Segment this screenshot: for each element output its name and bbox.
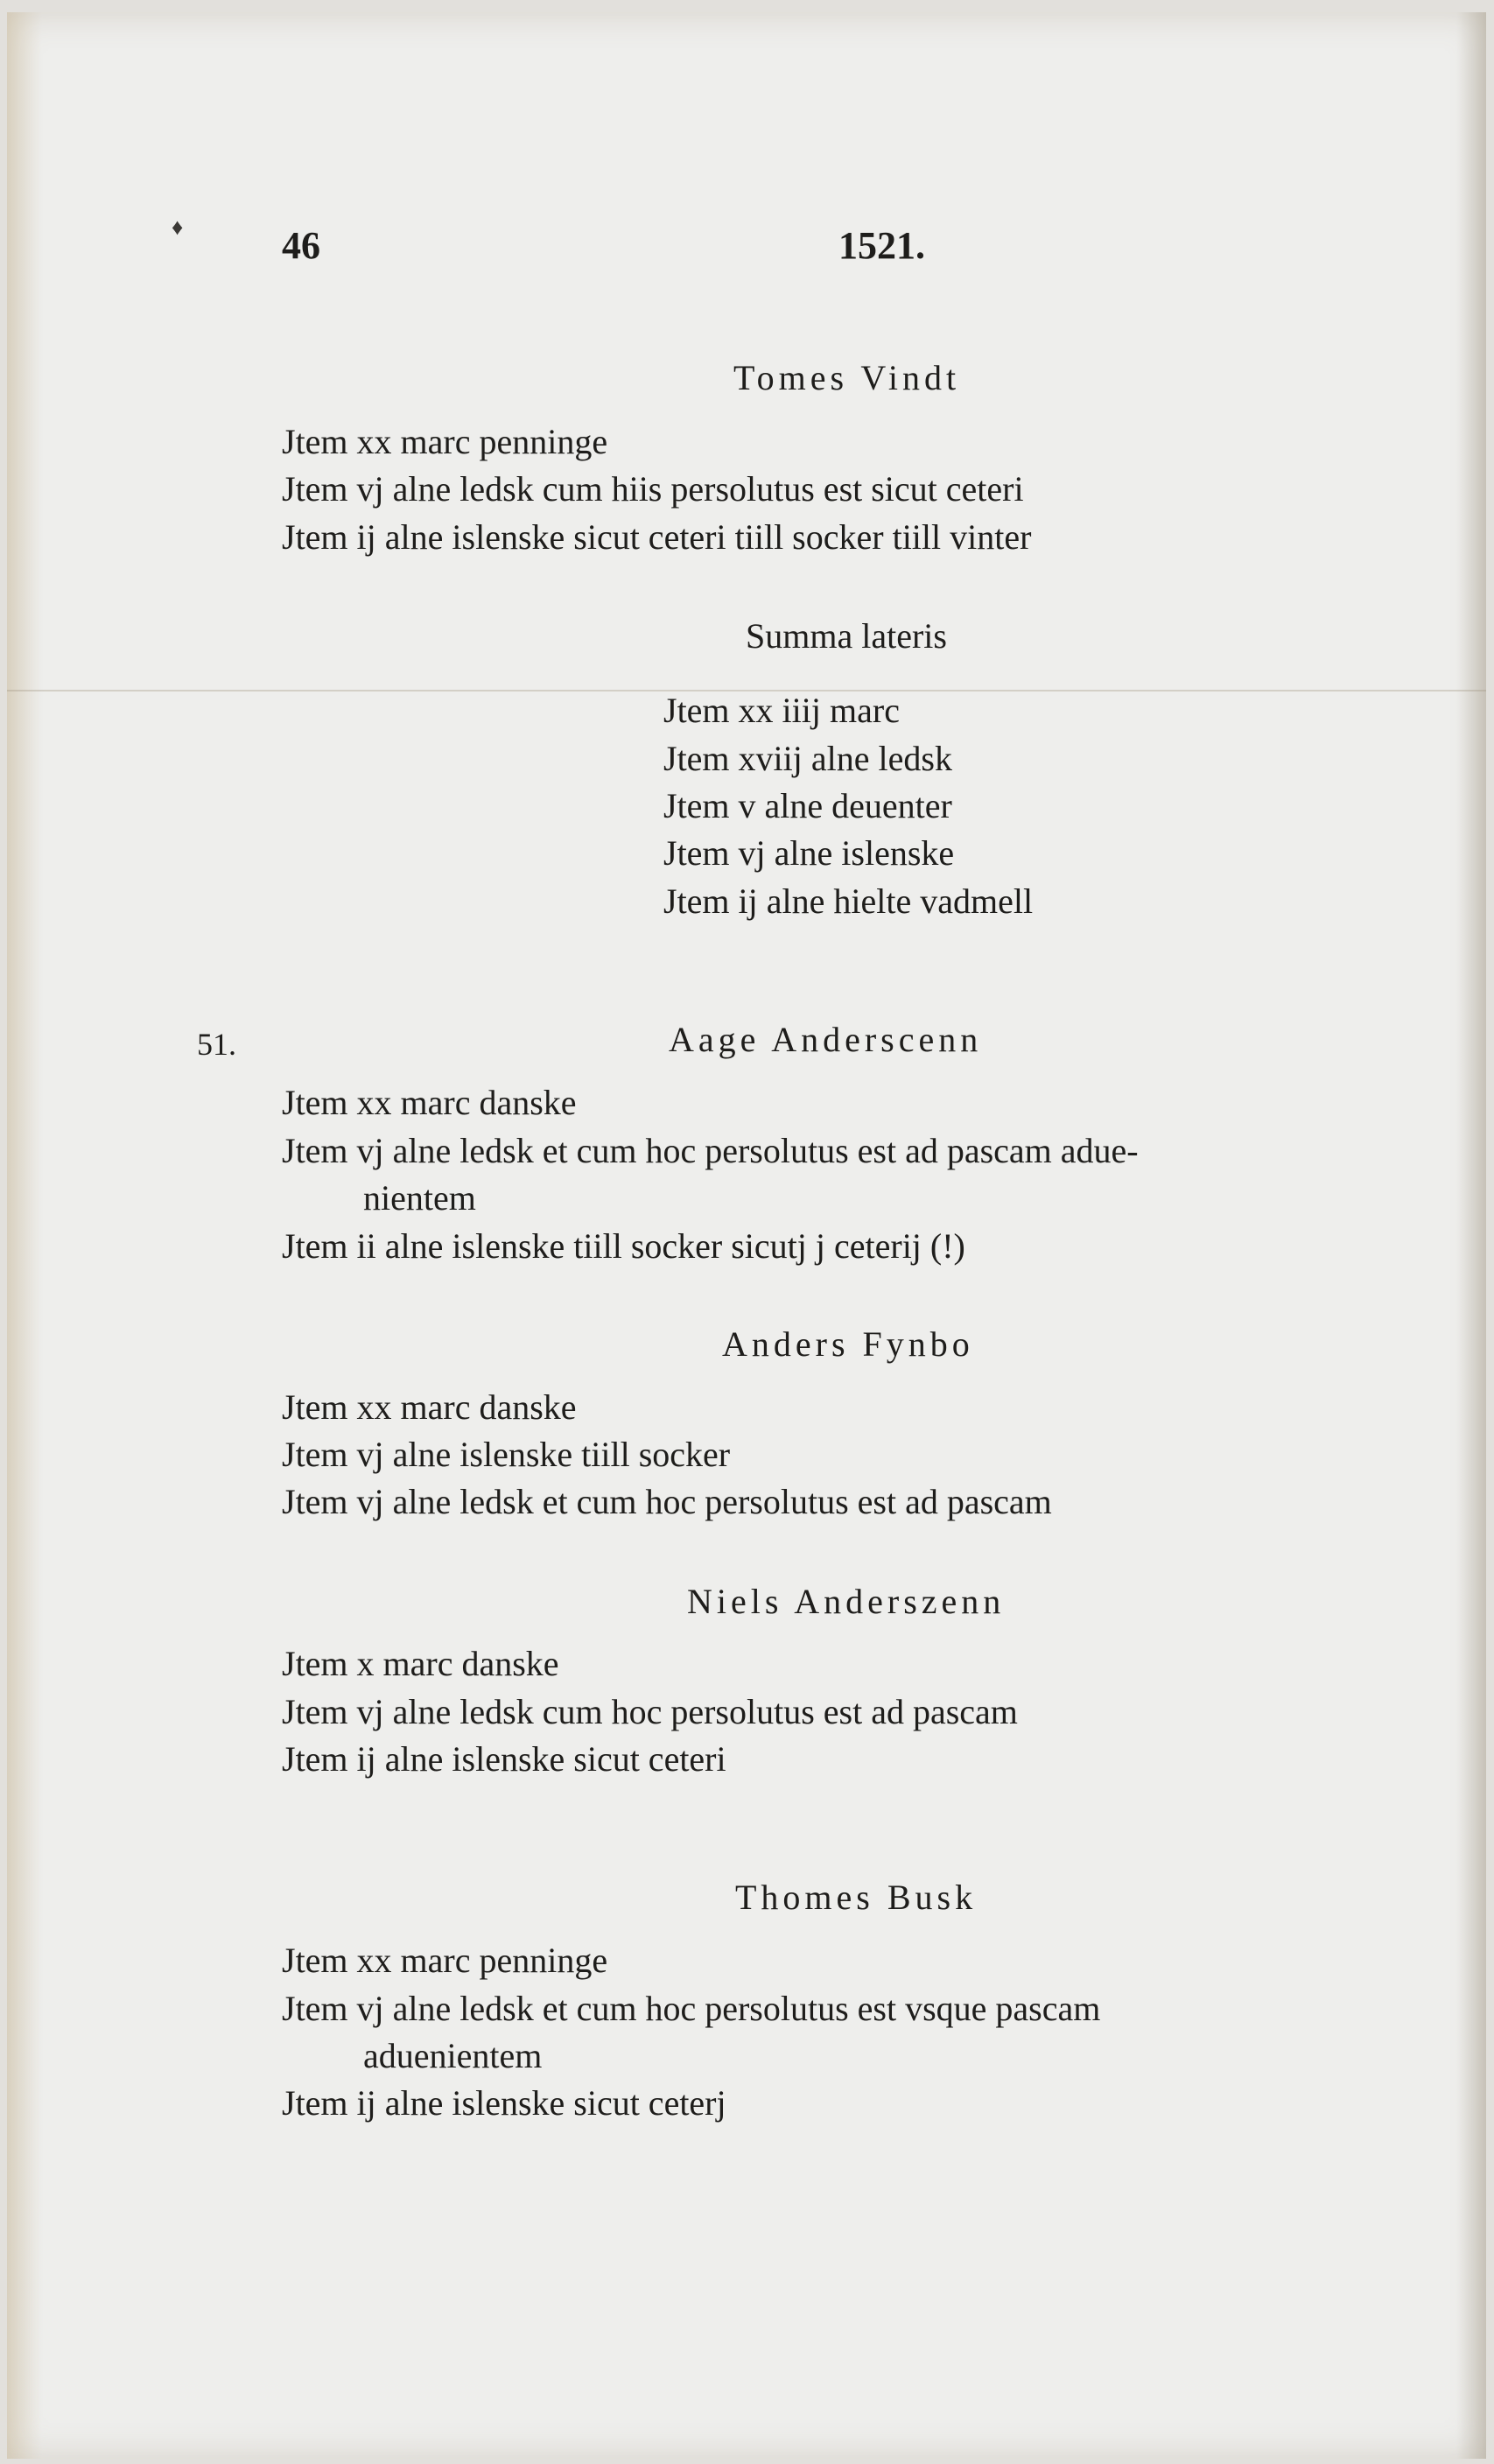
summa-line: Jtem xviij alne ledsk — [663, 739, 952, 778]
summa-heading: Summa lateris — [746, 616, 947, 656]
page-year: 1521. — [838, 224, 925, 267]
entry-line: Jtem ij alne islenske sicut ceteri tiill socker tiill vinter — [282, 517, 1032, 557]
entry-line: Jtem vj alne islenske tiill socker — [282, 1435, 731, 1474]
entry-line: Jtem xx marc penninge — [282, 422, 608, 461]
entry-heading-anders-fynbo: Anders Fynbo — [722, 1324, 974, 1364]
entry-line: Jtem xx marc penninge — [282, 1941, 608, 1980]
summa-line: Jtem xx iiij marc — [663, 691, 900, 730]
entry-number: 51. — [197, 1027, 236, 1062]
margin-mark: ♦ — [172, 214, 184, 240]
entry-heading-niels-anderszenn: Niels Anderszenn — [687, 1582, 1006, 1621]
summa-line: Jtem ij alne hielte vadmell — [663, 881, 1034, 921]
entry-line: Jtem vj alne ledsk cum hoc persolutus est ad pascam — [282, 1692, 1018, 1731]
entry-heading-aage-anderscenn: Aage Anderscenn — [669, 1020, 983, 1059]
summa-line: Jtem vj alne islenske — [663, 833, 955, 873]
entry-line-continuation: aduenientem — [363, 2036, 543, 2075]
entry-line: Jtem vj alne ledsk et cum hoc persolutus est ad pascam adue- — [282, 1131, 1139, 1170]
entry-line-continuation: nientem — [363, 1178, 476, 1218]
entry-heading-tomes-vindt: Tomes Vindt — [733, 358, 961, 397]
entry-line: Jtem ii alne islenske tiill socker sicutj j ceterij (!) — [282, 1226, 965, 1266]
entry-line: Jtem ij alne islenske sicut ceteri — [282, 1739, 726, 1779]
entry-line: Jtem xx marc danske — [282, 1083, 577, 1122]
page-number: 46 — [282, 224, 320, 267]
summa-line: Jtem v alne deuenter — [663, 786, 952, 825]
entry-line: Jtem xx marc danske — [282, 1387, 577, 1427]
entry-line: Jtem x marc danske — [282, 1644, 559, 1683]
entry-line: Jtem vj alne ledsk cum hiis persolutus est sicut ceteri — [282, 469, 1024, 509]
entry-line: Jtem vj alne ledsk et cum hoc persolutus est ad pascam — [282, 1482, 1052, 1521]
entry-heading-thomes-busk: Thomes Busk — [735, 1878, 978, 1917]
entry-line: Jtem vj alne ledsk et cum hoc persolutus est vsque pascam — [282, 1989, 1101, 2028]
entry-line: Jtem ij alne islenske sicut ceterj — [282, 2083, 726, 2123]
